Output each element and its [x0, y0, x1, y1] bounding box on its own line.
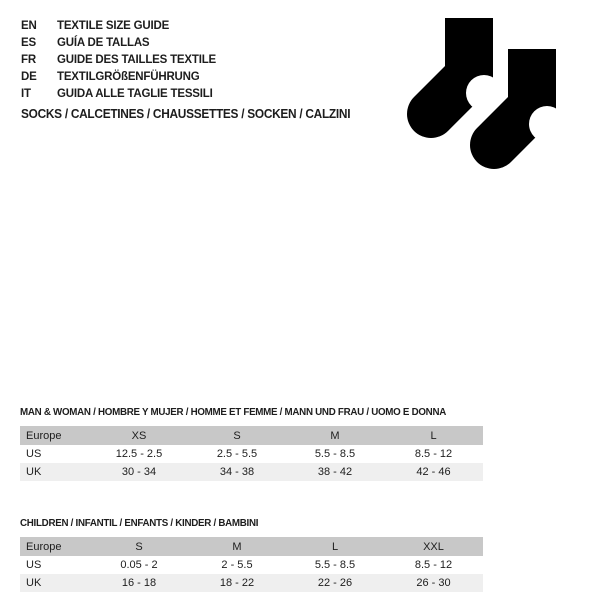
size-value: 30 - 34 — [121, 466, 157, 478]
language-row — [21, 67, 216, 84]
table-row — [20, 463, 483, 481]
table-header-row — [20, 426, 483, 445]
table-row — [20, 445, 483, 463]
size-value: 2 - 5.5 — [221, 559, 253, 571]
region-label: UK — [26, 466, 42, 478]
language-row — [21, 50, 216, 67]
size-value: 18 - 22 — [219, 577, 255, 589]
region-label: US — [26, 448, 42, 460]
language-code: IT — [21, 88, 31, 100]
language-title: TEXTILE SIZE GUIDE — [57, 20, 170, 32]
language-code: FR — [21, 54, 36, 66]
table-row — [20, 574, 483, 592]
size-table-children — [20, 517, 483, 592]
column-header: S — [233, 429, 241, 442]
size-value: 12.5 - 2.5 — [115, 448, 163, 460]
language-row — [21, 16, 216, 33]
size-value: 5.5 - 8.5 — [314, 448, 356, 460]
language-title: GUÍA DE TALLAS — [57, 37, 150, 49]
column-header: S — [135, 540, 143, 553]
size-value: 22 - 26 — [317, 577, 353, 589]
sock-shape-1 — [431, 18, 502, 114]
column-header: Europe — [26, 429, 62, 442]
language-code: DE — [21, 71, 37, 83]
size-value: 8.5 - 12 — [414, 448, 453, 460]
size-value: 42 - 46 — [416, 466, 451, 478]
language-title: GUIDA ALLE TAGLIE TESSILI — [57, 88, 213, 100]
column-header: L — [331, 540, 339, 553]
region-label: UK — [26, 577, 42, 589]
size-value: 34 - 38 — [219, 466, 255, 478]
language-code: ES — [21, 37, 36, 49]
size-value: 2.5 - 5.5 — [216, 448, 258, 460]
size-value: 16 - 18 — [121, 577, 157, 589]
column-header: L — [430, 429, 437, 442]
column-header: M — [232, 540, 242, 553]
region-label: US — [26, 559, 42, 571]
language-code: EN — [21, 20, 37, 32]
column-header: XXL — [423, 540, 444, 553]
size-value: 8.5 - 12 — [414, 559, 453, 571]
size-value: 26 - 30 — [416, 577, 451, 589]
language-list — [21, 16, 216, 101]
size-value: 0.05 - 2 — [120, 559, 158, 571]
language-row — [21, 33, 216, 50]
language-title: TEXTILGRÖßENFÜHRUNG — [57, 71, 200, 83]
language-title: GUIDE DES TAILLES TEXTILE — [57, 54, 216, 66]
column-header: XS — [131, 429, 147, 442]
column-header: M — [330, 429, 340, 442]
size-value: 38 - 42 — [317, 466, 353, 478]
language-row — [21, 84, 216, 101]
table-title: CHILDREN / INFANTIL / ENFANTS / KINDER / BAMBINI — [20, 517, 259, 529]
size-value: 5.5 - 8.5 — [314, 559, 356, 571]
table-header-row — [20, 537, 483, 556]
table-row — [20, 556, 483, 574]
table-title: MAN & WOMAN / HOMBRE Y MUJER / HOMME ET FEMME / MANN UND FRAU / UOMO E DONNA — [20, 406, 446, 418]
category-heading: SOCKS / CALCETINES / CHAUSSETTES / SOCKEN / CALZINI — [21, 107, 351, 121]
column-header: Europe — [26, 540, 62, 553]
socks-icon — [400, 5, 570, 185]
size-table-man-woman — [20, 406, 483, 481]
